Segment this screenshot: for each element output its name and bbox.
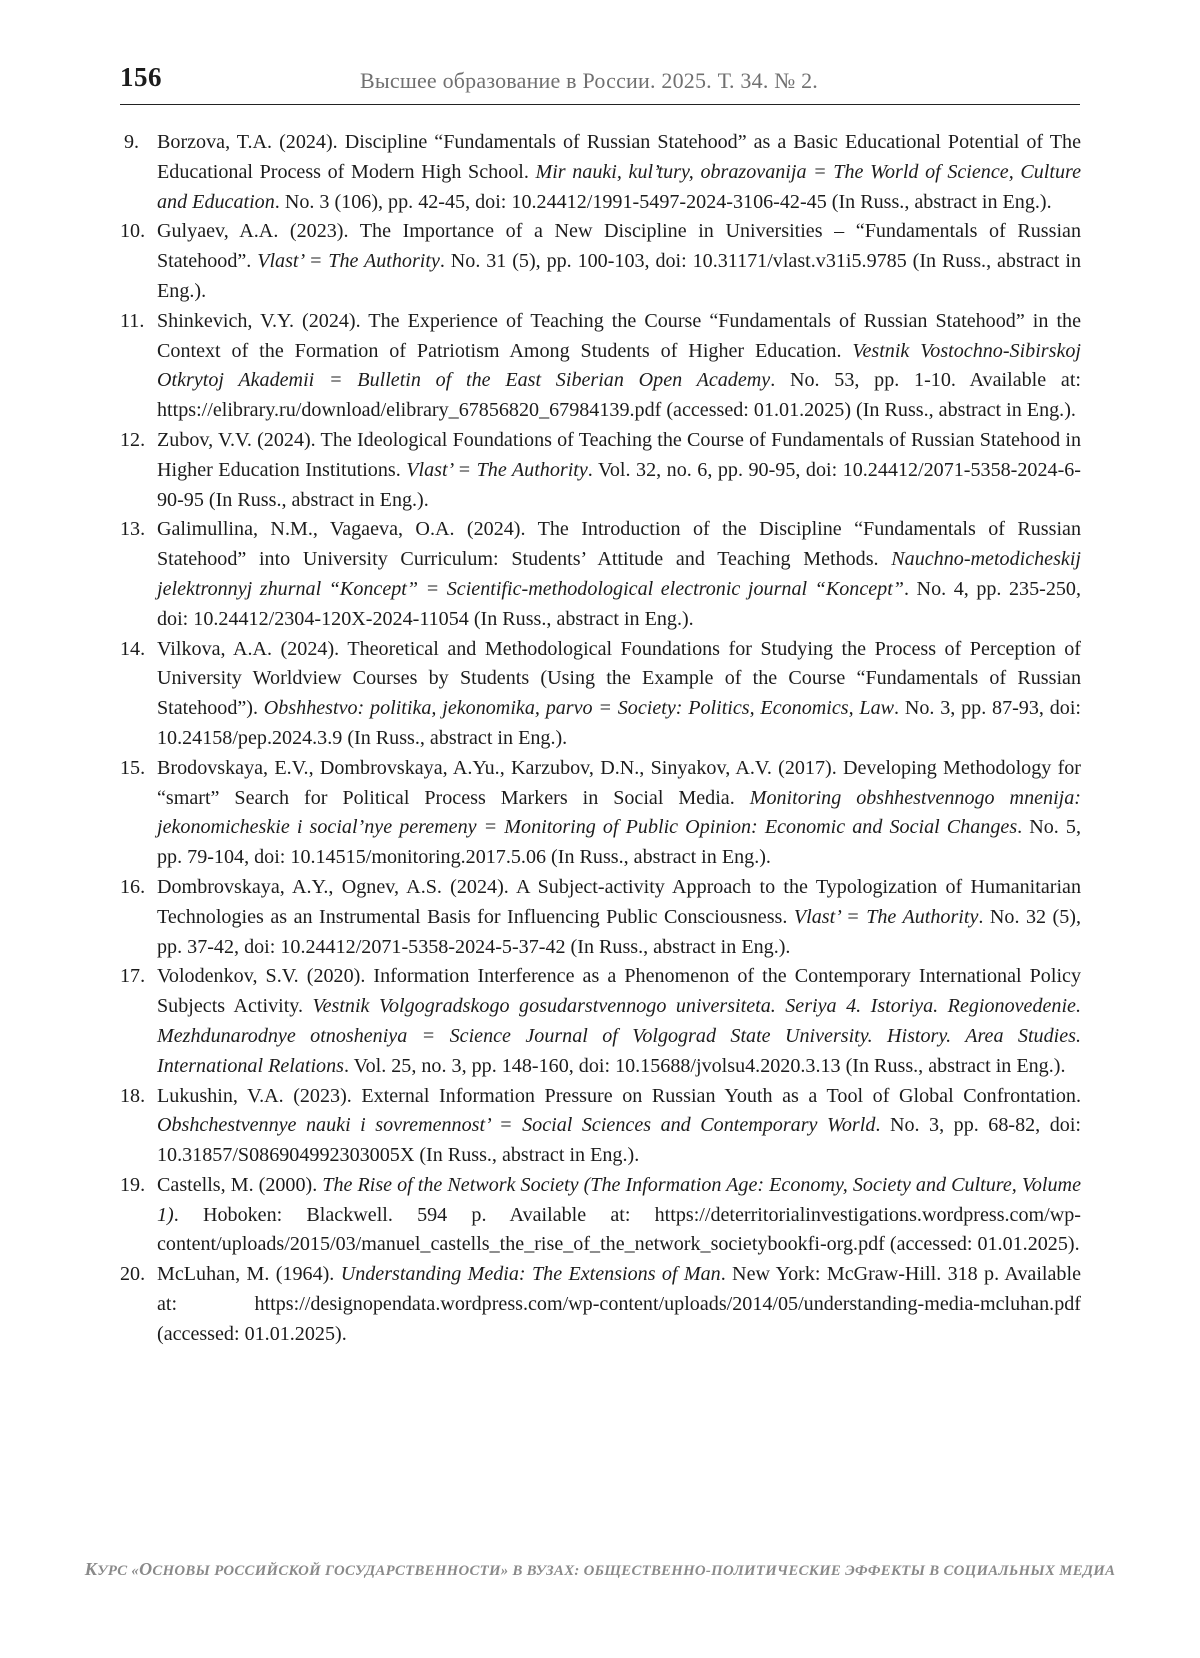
reference-number: 16. <box>120 875 146 898</box>
reference-item <box>120 635 1081 754</box>
reference-number: 14. <box>120 637 146 660</box>
reference-text: Castells, M. (2000). <box>157 1173 323 1196</box>
reference-source-title: Vlast’ = The Authority <box>406 458 588 481</box>
reference-item <box>120 1171 1081 1260</box>
reference-text: Brodovskaya, E.V., Dombrovskaya, A.Yu., Karzubov, D.N., Sinyakov, A.V. (2017). Developing Methodology for “smart” Search for Political Process Markers in Social Media. <box>157 756 1081 809</box>
reference-number: 9. <box>124 131 140 153</box>
reference-item <box>120 426 1081 515</box>
reference-source-title: Nauchno-metodicheskij jelektronnyj zhurnal “Koncept” = Scientific-methodological electronic journal “Koncept” <box>157 548 1081 600</box>
reference-item <box>120 873 1081 962</box>
reference-text: . Hoboken: Blackwell. 594 p. Available at: https://deterritorialinvestigations.wordpress.com/wp-content/uploads/2015/03/manuel_castells_the_rise_of_the_network_societybookfi-org.pdf (accessed: 01.01.2025). <box>157 1203 1081 1256</box>
reference-text: . No. 31 (5), pp. 100-103, doi: 10.31171/vlast.v31i5.9785 (In Russ., abstract in Eng.). <box>157 250 1081 302</box>
reference-number: 13. <box>120 518 146 541</box>
reference-item <box>120 754 1081 873</box>
running-footer <box>0 1559 1200 1580</box>
reference-item <box>120 128 1081 217</box>
reference-text: . No. 4, pp. 235-250, doi: 10.24412/2304-120X-2024-11054 (In Russ., abstract in Eng.). <box>157 577 1081 630</box>
reference-item <box>120 962 1081 1081</box>
reference-item <box>120 307 1081 426</box>
reference-source-title: The Rise of the Network Society (The Information Age: Economy, Society and Culture, Volume 1) <box>157 1173 1081 1226</box>
reference-text: . No. 32 (5), pp. 37-42, doi: 10.24412/2071-5358-2024-5-37-42 (In Russ., abstract in Eng.). <box>157 905 1082 958</box>
reference-text: . No. 53, pp. 1-10. Available at: https://elibrary.ru/download/elibrary_67856820_67984139.pdf (accessed: 01.01.2025) (In Russ., abstract in Eng.). <box>157 369 1081 422</box>
reference-number: 19. <box>120 1173 146 1196</box>
reference-source-title: Mir nauki, kul’tury, obrazovanija = The World of Science, Culture and Education <box>157 160 1081 213</box>
reference-source-title: Obshchestvennye nauki i sovremennost’ = Social Sciences and Contemporary World <box>157 1114 876 1137</box>
reference-text: . New York: McGraw-Hill. 318 p. Available at: https://designopendata.wordpress.com/wp-content/uploads/2014/05/understanding-media-mcluhan.pdf (accessed: 01.01.2025). <box>157 1263 1081 1345</box>
reference-text: . Vol. 25, no. 3, pp. 148-160, doi: 10.15688/jvolsu4.2020.3.13 (In Russ., abstract in Eng.). <box>343 1054 1066 1077</box>
reference-source-title: Vestnik Volgogradskogo gosudarstvennogo universiteta. Seriya 4. Istoriya. Regionovedenie. Mezhdunarodnye otnosheniya = Science Journal of Volgograd State University. History. Area Studies. International Relations <box>157 995 1082 1077</box>
reference-number: 11. <box>120 309 145 332</box>
journal-title: Высшее образование в России. 2025. Т. 34. № 2. <box>360 68 819 93</box>
reference-text: McLuhan, M. (1964). <box>157 1263 341 1286</box>
reference-source-title: Vlast’ = The Authority <box>257 250 440 273</box>
reference-text: Lukushin, V.A. (2023). External Information Pressure on Russian Youth as a Tool of Global Confrontation. <box>157 1084 1081 1107</box>
reference-source-title: Monitoring obshhestvennogo mnenija: jekonomicheskie i social’nye peremeny = Monitoring of Public Opinion: Economic and Social Changes <box>157 786 1081 839</box>
reference-source-title: Obshhestvo: politika, jekonomika, parvo = Society: Politics, Economics, Law <box>263 697 895 720</box>
reference-number: 12. <box>120 428 146 451</box>
reference-text: Dombrovskaya, A.Y., Ognev, A.S. (2024). A Subject-activity Approach to the Typologization of Humanitarian Technologies as an Instrumental Basis for Influencing Public Consciousness. <box>157 875 1081 928</box>
reference-text: Galimullina, N.M., Vagaeva, O.A. (2024). The Introduction of the Discipline “Fundamentals of Russian Statehood” into University Curriculum: Students’ Attitude and Teaching Methods. <box>157 518 1081 571</box>
reference-text: Zubov, V.V. (2024). The Ideological Foundations of Teaching the Course of Fundamentals of Russian Statehood in Higher Education Institutions. <box>157 428 1081 481</box>
reference-item <box>120 1082 1081 1171</box>
reference-number: 17. <box>120 965 146 988</box>
reference-item <box>120 217 1081 306</box>
running-title: КУРС «ОСНОВЫ РОССИЙСКОЙ ГОСУДАРСТВЕННОСТИ» В ВУЗАХ: ОБЩЕСТВЕННО-ПОЛИТИЧЕСКИЕ ЭФФЕКТЫ В СОЦИАЛЬНЫХ МЕДИА <box>84 1559 1116 1579</box>
reference-number: 18. <box>120 1084 146 1107</box>
reference-item <box>120 515 1081 634</box>
reference-source-title: Vlast’ = The Authority <box>793 905 979 928</box>
reference-text: . No. 5, pp. 79-104, doi: 10.14515/monitoring.2017.5.06 (In Russ., abstract in Eng.). <box>157 816 1081 869</box>
reference-text: . No. 3 (106), pp. 42-45, doi: 10.24412/1991-5497-2024-3106-42-45 (In Russ., abstract in Eng.). <box>274 190 1052 213</box>
running-header <box>120 58 1080 105</box>
reference-text: . No. 3, pp. 68-82, doi: 10.31857/S086904992303005X (In Russ., abstract in Eng.). <box>157 1114 1081 1167</box>
reference-item <box>120 1260 1081 1349</box>
reference-list <box>120 128 1081 1350</box>
reference-number: 10. <box>120 220 146 243</box>
reference-text: Vilkova, A.A. (2024). Theoretical and Methodological Foundations for Studying the Process of Perception of University Worldview Courses by Students (Using the Example of the Course “Fundamentals of Russian Statehood”). <box>157 637 1081 720</box>
reference-text: . No. 3, pp. 87-93, doi: 10.24158/pep.2024.3.9 (In Russ., abstract in Eng.). <box>157 697 1081 749</box>
reference-source-title: Understanding Media: The Extensions of Man <box>340 1263 721 1286</box>
reference-text: . Vol. 32, no. 6, pp. 90-95, doi: 10.24412/2071-5358-2024-6-90-95 (In Russ., abstract in Eng.). <box>157 458 1081 511</box>
reference-number: 20. <box>120 1263 146 1286</box>
reference-number: 15. <box>120 756 146 779</box>
page-number: 156 <box>120 62 162 92</box>
reference-text: Borzova, T.A. (2024). Discipline “Fundamentals of Russian Statehood” as a Basic Educational Potential of The Educational Process of Modern High School. <box>157 131 1081 183</box>
reference-text: Volodenkov, S.V. (2020). Information Interference as a Phenomenon of the Contemporary International Policy Subjects Activity. <box>157 965 1081 1018</box>
reference-source-title: Vestnik Vostochno-Sibirskoj Otkrytoj Akademii = Bulletin of the East Siberian Open Academy <box>157 339 1081 392</box>
reference-text: Shinkevich, V.Y. (2024). The Experience of Teaching the Course “Fundamentals of Russian Statehood” in the Context of the Formation of Patriotism Among Students of Higher Education. <box>157 309 1081 362</box>
reference-text: Gulyaev, A.A. (2023). The Importance of a New Discipline in Universities – “Fundamentals of Russian Statehood”. <box>157 220 1081 273</box>
